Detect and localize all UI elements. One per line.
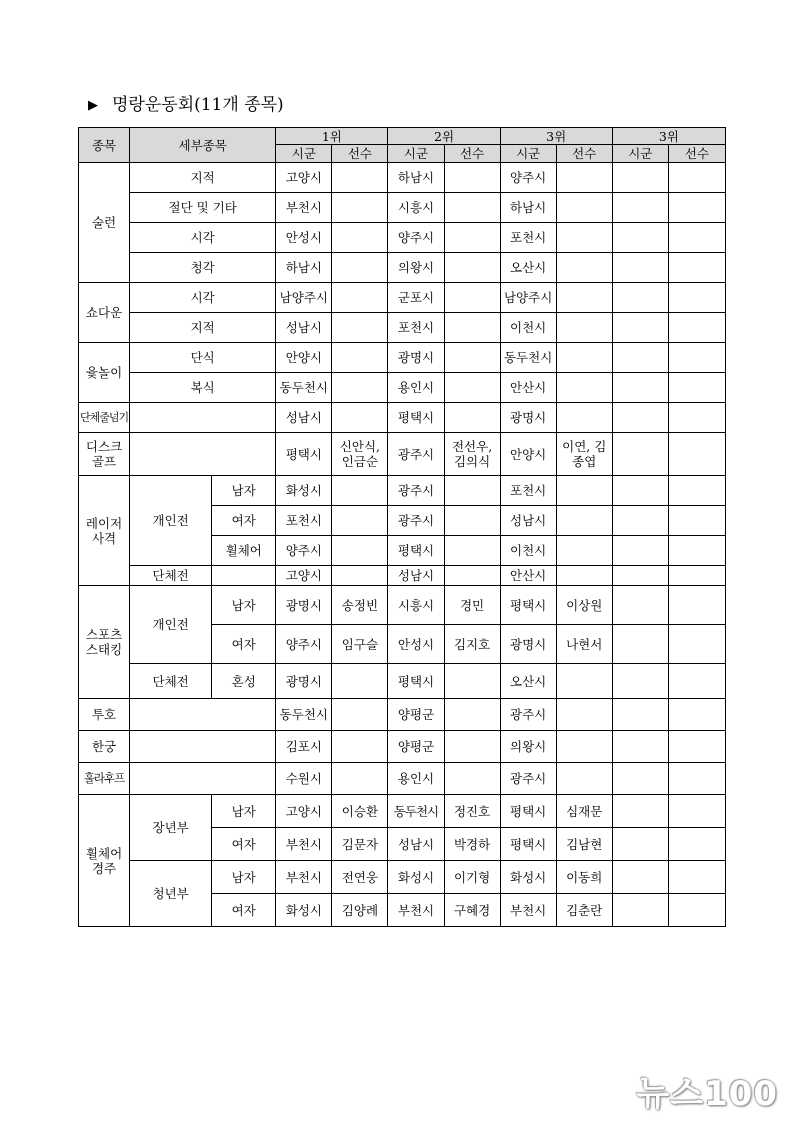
- rank3-city: 남양주시: [500, 283, 556, 313]
- empty-cell: [332, 403, 388, 433]
- category: 단체전: [130, 664, 212, 699]
- empty-cell: [668, 253, 725, 283]
- rank1-player: 전연웅: [332, 861, 388, 894]
- rank3-city: 오산시: [500, 253, 556, 283]
- header-city: 시군: [612, 145, 668, 163]
- rank3-city: 안산시: [500, 566, 556, 586]
- document-title: [88, 90, 284, 115]
- empty-cell: [556, 664, 612, 699]
- rank2-city: 광주시: [388, 476, 444, 506]
- sub-event: 복식: [130, 373, 276, 403]
- rank1-city: 동두천시: [276, 699, 332, 731]
- rank2-player: 박경하: [444, 828, 500, 861]
- table-row: [79, 476, 726, 506]
- empty-cell: [612, 476, 668, 506]
- event-name: 윷놀이: [79, 343, 130, 403]
- rank2-player: 구혜경: [444, 894, 500, 927]
- empty-cell: [668, 313, 725, 343]
- sub-event: 남자: [212, 861, 276, 894]
- empty-cell: [444, 506, 500, 536]
- event-name: 스포츠 스태킹: [79, 586, 130, 699]
- table-row: [79, 223, 726, 253]
- table-row: [79, 861, 726, 894]
- empty-cell: [556, 476, 612, 506]
- sub-event: 지적: [130, 163, 276, 193]
- sub-event: 단식: [130, 343, 276, 373]
- empty-cell: [332, 763, 388, 795]
- rank1-city: 안성시: [276, 223, 332, 253]
- rank3-city: 평택시: [500, 586, 556, 625]
- table-row: [79, 253, 726, 283]
- rank1-city: 부천시: [276, 861, 332, 894]
- rank3-city: 성남시: [500, 506, 556, 536]
- sub-event: 시각: [130, 223, 276, 253]
- rank2-city: 평택시: [388, 664, 444, 699]
- rank3-player: 김춘란: [556, 894, 612, 927]
- rank3-city: 부천시: [500, 894, 556, 927]
- rank3-player: 김남현: [556, 828, 612, 861]
- rank2-city: 의왕시: [388, 253, 444, 283]
- empty-cell: [444, 731, 500, 763]
- empty-cell: [612, 731, 668, 763]
- rank2-city: 평택시: [388, 403, 444, 433]
- rank1-city: 성남시: [276, 313, 332, 343]
- rank1-city: 부천시: [276, 193, 332, 223]
- empty-cell: [612, 343, 668, 373]
- sub-event: 남자: [212, 476, 276, 506]
- empty-cell: [444, 763, 500, 795]
- empty-cell: [668, 566, 725, 586]
- empty-cell: [612, 664, 668, 699]
- empty-cell: [612, 763, 668, 795]
- rank2-city: 광명시: [388, 343, 444, 373]
- event-name: 훌라후프: [79, 763, 130, 795]
- rank3-city: 의왕시: [500, 731, 556, 763]
- rank1-city: 동두천시: [276, 373, 332, 403]
- rank2-player: 전선우, 김의식: [444, 433, 500, 476]
- header-city: 시군: [276, 145, 332, 163]
- results-table: [78, 127, 726, 927]
- empty-cell: [332, 476, 388, 506]
- rank3-city: 평택시: [500, 795, 556, 828]
- empty-cell: [668, 828, 725, 861]
- category: 단체전: [130, 566, 212, 586]
- rank3-city: 하남시: [500, 193, 556, 223]
- empty-cell: [444, 253, 500, 283]
- header-city: 시군: [500, 145, 556, 163]
- empty-cell: [556, 566, 612, 586]
- table-row: [79, 795, 726, 828]
- rank2-city: 부천시: [388, 894, 444, 927]
- rank1-city: 성남시: [276, 403, 332, 433]
- empty-cell: [668, 283, 725, 313]
- rank2-city: 용인시: [388, 763, 444, 795]
- empty-cell: [130, 433, 276, 476]
- empty-cell: [556, 403, 612, 433]
- empty-cell: [668, 625, 725, 664]
- event-name: 투호: [79, 699, 130, 731]
- table-row: [79, 586, 726, 625]
- rank1-city: 포천시: [276, 506, 332, 536]
- empty-cell: [212, 566, 276, 586]
- empty-cell: [612, 586, 668, 625]
- empty-cell: [444, 343, 500, 373]
- rank2-city: 광주시: [388, 433, 444, 476]
- empty-cell: [612, 625, 668, 664]
- empty-cell: [668, 861, 725, 894]
- sub-event: 절단 및 기타: [130, 193, 276, 223]
- rank3-city: 이천시: [500, 313, 556, 343]
- empty-cell: [444, 664, 500, 699]
- empty-cell: [612, 163, 668, 193]
- title-text: 명랑운동회(11개 종목): [112, 95, 284, 115]
- event-name: 디스크 골프: [79, 433, 130, 476]
- table-row: [79, 731, 726, 763]
- rank2-city: 군포시: [388, 283, 444, 313]
- rank2-city: 안성시: [388, 625, 444, 664]
- empty-cell: [332, 664, 388, 699]
- table-row: [79, 403, 726, 433]
- empty-cell: [612, 506, 668, 536]
- empty-cell: [332, 536, 388, 566]
- sub-event: 여자: [212, 506, 276, 536]
- event-name: 술런: [79, 163, 130, 283]
- empty-cell: [556, 283, 612, 313]
- rank1-city: 부천시: [276, 828, 332, 861]
- empty-cell: [612, 699, 668, 731]
- empty-cell: [612, 373, 668, 403]
- empty-cell: [612, 223, 668, 253]
- empty-cell: [556, 373, 612, 403]
- rank2-city: 하남시: [388, 163, 444, 193]
- rank3-player: 이동희: [556, 861, 612, 894]
- header-rank-2: 2위: [388, 128, 500, 145]
- empty-cell: [444, 403, 500, 433]
- empty-cell: [612, 536, 668, 566]
- empty-cell: [556, 223, 612, 253]
- rank3-player: 이상원: [556, 586, 612, 625]
- rank3-city: 평택시: [500, 828, 556, 861]
- rank2-city: 성남시: [388, 566, 444, 586]
- header-event: 종목: [79, 128, 130, 163]
- empty-cell: [668, 193, 725, 223]
- rank1-city: 고양시: [276, 795, 332, 828]
- empty-cell: [332, 731, 388, 763]
- empty-cell: [444, 536, 500, 566]
- rank3-city: 화성시: [500, 861, 556, 894]
- table-row: [79, 699, 726, 731]
- empty-cell: [612, 253, 668, 283]
- empty-cell: [556, 253, 612, 283]
- category: 개인전: [130, 476, 212, 566]
- rank1-city: 양주시: [276, 625, 332, 664]
- sub-event: 남자: [212, 586, 276, 625]
- empty-cell: [130, 763, 276, 795]
- rank1-city: 광명시: [276, 664, 332, 699]
- empty-cell: [444, 223, 500, 253]
- rank3-city: 광명시: [500, 403, 556, 433]
- sub-event: 여자: [212, 625, 276, 664]
- rank1-player: 신안식, 인금순: [332, 433, 388, 476]
- rank3-city: 광주시: [500, 763, 556, 795]
- empty-cell: [332, 283, 388, 313]
- empty-cell: [556, 506, 612, 536]
- empty-cell: [612, 861, 668, 894]
- empty-cell: [556, 763, 612, 795]
- empty-cell: [444, 476, 500, 506]
- empty-cell: [668, 223, 725, 253]
- rank3-city: 광명시: [500, 625, 556, 664]
- event-name: 한궁: [79, 731, 130, 763]
- sub-event: 지적: [130, 313, 276, 343]
- header-rank-3b: 3위: [612, 128, 725, 145]
- empty-cell: [130, 403, 276, 433]
- empty-cell: [332, 506, 388, 536]
- empty-cell: [612, 283, 668, 313]
- table-row: [79, 343, 726, 373]
- empty-cell: [556, 313, 612, 343]
- rank3-city: 안양시: [500, 433, 556, 476]
- header-player: 선수: [556, 145, 612, 163]
- empty-cell: [556, 193, 612, 223]
- empty-cell: [444, 193, 500, 223]
- table-row: [79, 373, 726, 403]
- empty-cell: [332, 193, 388, 223]
- header-player: 선수: [444, 145, 500, 163]
- header-city: 시군: [388, 145, 444, 163]
- empty-cell: [612, 795, 668, 828]
- rank3-city: 안산시: [500, 373, 556, 403]
- rank3-city: 오산시: [500, 664, 556, 699]
- empty-cell: [668, 664, 725, 699]
- rank3-city: 양주시: [500, 163, 556, 193]
- table-row: [79, 566, 726, 586]
- rank3-city: 동두천시: [500, 343, 556, 373]
- event-name: 레이저 사격: [79, 476, 130, 586]
- rank2-player: 정진호: [444, 795, 500, 828]
- empty-cell: [556, 343, 612, 373]
- empty-cell: [668, 373, 725, 403]
- empty-cell: [612, 433, 668, 476]
- empty-cell: [612, 828, 668, 861]
- empty-cell: [332, 343, 388, 373]
- rank1-city: 수원시: [276, 763, 332, 795]
- category: 장년부: [130, 795, 212, 861]
- table-row: [79, 664, 726, 699]
- empty-cell: [612, 313, 668, 343]
- rank1-player: 김양례: [332, 894, 388, 927]
- sub-event: 여자: [212, 828, 276, 861]
- empty-cell: [130, 699, 276, 731]
- empty-cell: [668, 586, 725, 625]
- header-player: 선수: [332, 145, 388, 163]
- rank2-city: 화성시: [388, 861, 444, 894]
- title-marker-icon: ▶: [88, 98, 98, 113]
- empty-cell: [612, 403, 668, 433]
- rank1-player: 송정빈: [332, 586, 388, 625]
- empty-cell: [668, 731, 725, 763]
- rank3-city: 이천시: [500, 536, 556, 566]
- table-row: [79, 283, 726, 313]
- rank1-player: 이승환: [332, 795, 388, 828]
- event-name: 쇼다운: [79, 283, 130, 343]
- table-row: [79, 163, 726, 193]
- rank1-city: 하남시: [276, 253, 332, 283]
- empty-cell: [556, 731, 612, 763]
- empty-cell: [444, 699, 500, 731]
- sub-event: 혼성: [212, 664, 276, 699]
- rank1-player: 김문자: [332, 828, 388, 861]
- table-row: [79, 433, 726, 476]
- empty-cell: [444, 163, 500, 193]
- rank1-city: 평택시: [276, 433, 332, 476]
- empty-cell: [668, 433, 725, 476]
- empty-cell: [612, 193, 668, 223]
- rank2-city: 광주시: [388, 506, 444, 536]
- rank2-city: 양평군: [388, 731, 444, 763]
- header-row-1: [79, 128, 726, 145]
- empty-cell: [332, 313, 388, 343]
- header-sub-event: 세부종목: [130, 128, 276, 163]
- empty-cell: [668, 699, 725, 731]
- rank3-city: 포천시: [500, 223, 556, 253]
- empty-cell: [444, 566, 500, 586]
- empty-cell: [668, 403, 725, 433]
- header-rank-1: 1위: [276, 128, 388, 145]
- rank2-city: 양평군: [388, 699, 444, 731]
- event-name: 단체줄넘기: [79, 403, 130, 433]
- rank2-city: 평택시: [388, 536, 444, 566]
- empty-cell: [444, 283, 500, 313]
- empty-cell: [556, 699, 612, 731]
- rank1-city: 안양시: [276, 343, 332, 373]
- sub-event: 청각: [130, 253, 276, 283]
- empty-cell: [444, 373, 500, 403]
- empty-cell: [332, 223, 388, 253]
- sub-event: 남자: [212, 795, 276, 828]
- rank1-city: 광명시: [276, 586, 332, 625]
- empty-cell: [332, 253, 388, 283]
- rank2-city: 시흥시: [388, 586, 444, 625]
- empty-cell: [668, 536, 725, 566]
- empty-cell: [556, 163, 612, 193]
- rank1-city: 김포시: [276, 731, 332, 763]
- empty-cell: [130, 731, 276, 763]
- category: 개인전: [130, 586, 212, 664]
- rank3-player: 심재문: [556, 795, 612, 828]
- rank2-city: 시흥시: [388, 193, 444, 223]
- rank3-player: 나현서: [556, 625, 612, 664]
- empty-cell: [668, 343, 725, 373]
- rank1-city: 남양주시: [276, 283, 332, 313]
- empty-cell: [668, 506, 725, 536]
- category: 청년부: [130, 861, 212, 927]
- rank2-city: 성남시: [388, 828, 444, 861]
- empty-cell: [612, 566, 668, 586]
- header-player: 선수: [668, 145, 725, 163]
- table-row: [79, 193, 726, 223]
- rank2-city: 동두천시: [388, 795, 444, 828]
- table-row: [79, 763, 726, 795]
- rank3-player: 이연, 김종엽: [556, 433, 612, 476]
- empty-cell: [332, 699, 388, 731]
- rank3-city: 포천시: [500, 476, 556, 506]
- empty-cell: [612, 894, 668, 927]
- sub-event: 휠체어: [212, 536, 276, 566]
- rank1-player: 임구슬: [332, 625, 388, 664]
- rank2-city: 양주시: [388, 223, 444, 253]
- rank1-city: 화성시: [276, 476, 332, 506]
- sub-event: 여자: [212, 894, 276, 927]
- rank1-city: 화성시: [276, 894, 332, 927]
- empty-cell: [668, 795, 725, 828]
- empty-cell: [668, 163, 725, 193]
- rank2-player: 경민: [444, 586, 500, 625]
- empty-cell: [668, 894, 725, 927]
- rank2-city: 포천시: [388, 313, 444, 343]
- empty-cell: [332, 163, 388, 193]
- rank3-city: 광주시: [500, 699, 556, 731]
- rank1-city: 양주시: [276, 536, 332, 566]
- rank2-city: 용인시: [388, 373, 444, 403]
- watermark-logo: 뉴스100: [636, 1074, 778, 1114]
- empty-cell: [668, 763, 725, 795]
- empty-cell: [332, 566, 388, 586]
- empty-cell: [444, 313, 500, 343]
- header-rank-3: 3위: [500, 128, 612, 145]
- rank2-player: 이기형: [444, 861, 500, 894]
- rank2-player: 김지호: [444, 625, 500, 664]
- empty-cell: [332, 373, 388, 403]
- rank1-city: 고양시: [276, 163, 332, 193]
- event-name: 휠체어 경주: [79, 795, 130, 927]
- sub-event: 시각: [130, 283, 276, 313]
- empty-cell: [668, 476, 725, 506]
- table-row: [79, 313, 726, 343]
- rank1-city: 고양시: [276, 566, 332, 586]
- empty-cell: [556, 536, 612, 566]
